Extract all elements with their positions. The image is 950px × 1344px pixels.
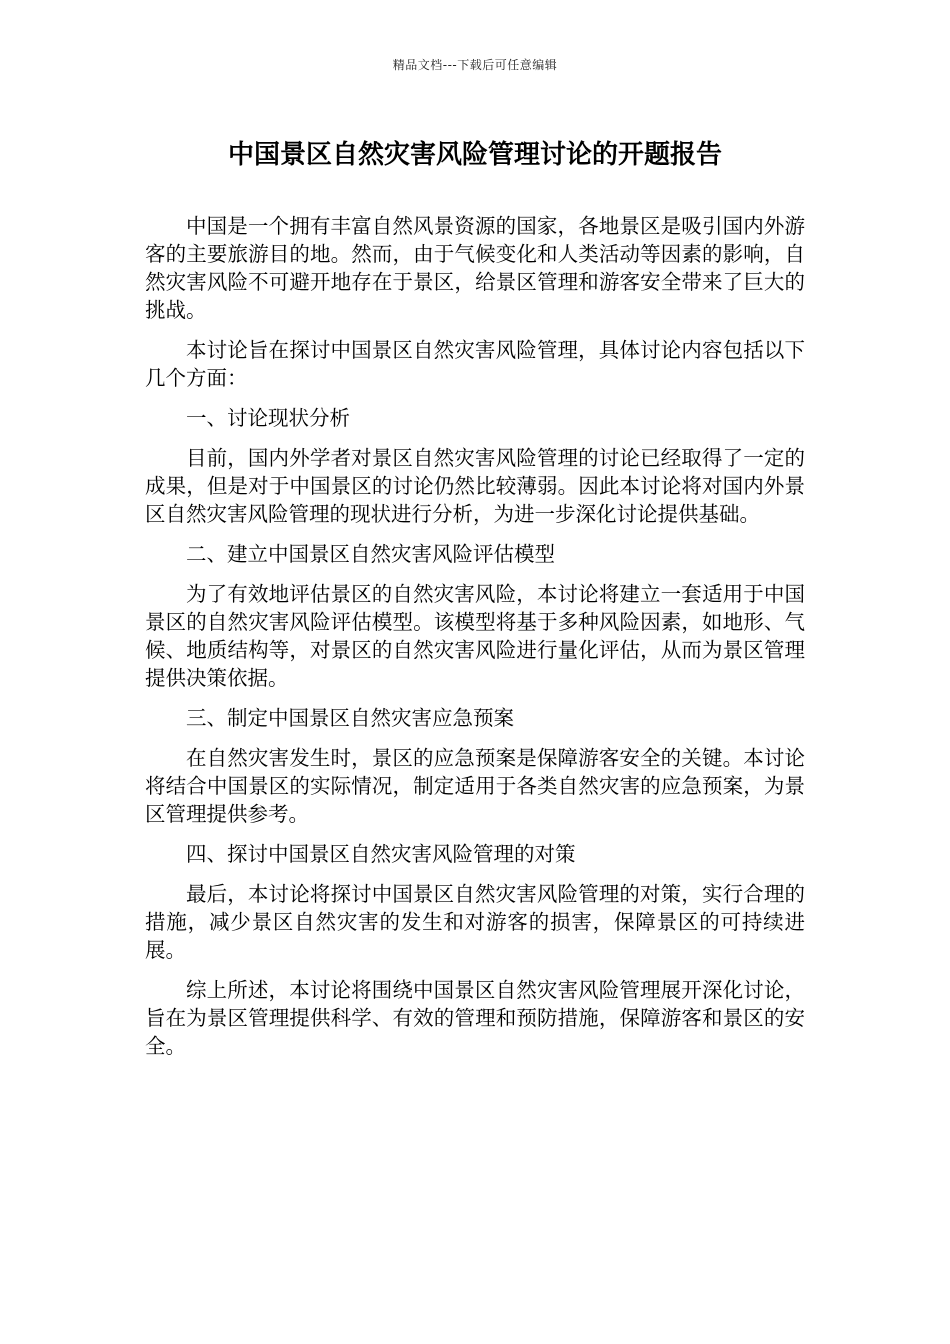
paragraph-intro: 中国是一个拥有丰富自然风景资源的国家，各地景区是吸引国内外游客的主要旅游目的地。然而，由于气候变化和人类活动等因素的影响，自然灾害风险不可避开地存在于景区，给景区管理和游客安全带来了巨大的挑战。 xyxy=(145,214,805,322)
paragraph-section-1: 目前，国内外学者对景区自然灾害风险管理的讨论已经取得了一定的成果，但是对于中国景区的讨论仍然比较薄弱。因此本讨论将对国内外景区自然灾害风险管理的现状进行分析，为进一步深化讨论提供基础。 xyxy=(145,446,805,526)
section-heading-1: 一、讨论现状分析 xyxy=(186,406,350,430)
paragraph-scope: 本讨论旨在探讨中国景区自然灾害风险管理，具体讨论内容包括以下几个方面： xyxy=(145,338,805,390)
paragraph-conclusion: 综上所述，本讨论将围绕中国景区自然灾害风险管理展开深化讨论，旨在为景区管理提供科学、有效的管理和预防措施，保障游客和景区的安全。 xyxy=(145,978,805,1058)
document-title: 中国景区自然灾害风险管理讨论的开题报告 xyxy=(227,140,722,170)
paragraph-section-2: 为了有效地评估景区的自然灾害风险，本讨论将建立一套适用于中国景区的自然灾害风险评估模型。该模型将基于多种风险因素，如地形、气候、地质结构等，对景区的自然灾害风险进行量化评估，从而为景区管理提供决策依据。 xyxy=(145,582,805,690)
header-note: 精品文档---下载后可任意编辑 xyxy=(392,58,558,72)
section-heading-3: 三、制定中国景区自然灾害应急预案 xyxy=(186,706,514,730)
paragraph-section-3: 在自然灾害发生时，景区的应急预案是保障游客安全的关键。本讨论将结合中国景区的实际情况，制定适用于各类自然灾害的应急预案，为景区管理提供参考。 xyxy=(145,746,805,826)
document-body xyxy=(145,212,805,1072)
section-heading-2: 二、建立中国景区自然灾害风险评估模型 xyxy=(186,542,555,566)
paragraph-section-4: 最后，本讨论将探讨中国景区自然灾害风险管理的对策，实行合理的措施，减少景区自然灾害的发生和对游客的损害，保障景区的可持续进展。 xyxy=(145,882,805,962)
section-heading-4: 四、探讨中国景区自然灾害风险管理的对策 xyxy=(186,842,576,866)
